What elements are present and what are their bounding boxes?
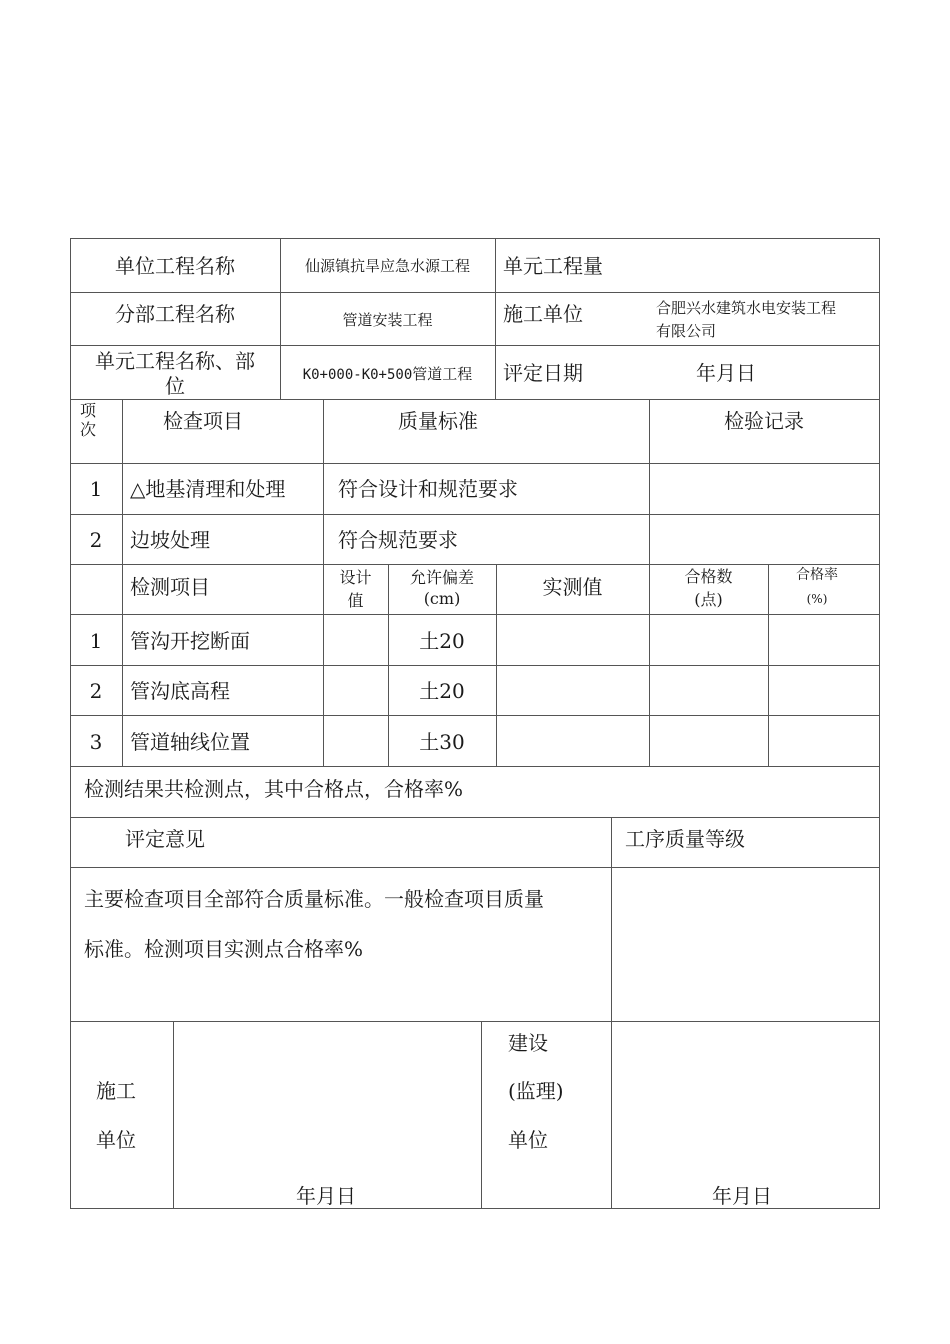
signature-owner-line2: (监理) <box>508 1079 564 1103</box>
measure-row-item: 管沟底高程 <box>130 679 230 703</box>
col-standard-header: 质量标准 <box>398 409 478 433</box>
measure-col-pass-rate-line1: 合格率 <box>796 567 838 583</box>
result-summary: 检测结果共检测点，其中合格点，合格率% <box>84 777 464 801</box>
col-divider <box>495 238 496 399</box>
measure-col-tolerance-line2: (cm) <box>423 589 461 608</box>
measure-col-pass-rate-line2: (%) <box>806 592 828 606</box>
col-divider <box>122 399 123 766</box>
inspection-row-item: 边坡处理 <box>130 528 210 552</box>
inspection-row-standard: 符合设计和规范要求 <box>338 477 518 501</box>
row-divider <box>70 399 880 400</box>
eval-date-value: 年月日 <box>696 361 756 385</box>
signature-owner-line3: 单位 <box>508 1128 548 1152</box>
row-divider <box>70 614 880 615</box>
contractor-value-line1: 合肥兴水建筑水电安装工程 <box>656 299 837 317</box>
division-label: 分部工程名称 <box>115 302 235 326</box>
measure-row-tolerance: 土30 <box>419 730 465 754</box>
contractor-value-line2: 有限公司 <box>656 322 717 340</box>
signature-contractor-date: 年月日 <box>296 1184 356 1208</box>
element-quantity-label: 单元工程量 <box>503 254 603 278</box>
col-record-header: 检验记录 <box>724 409 804 433</box>
signature-owner-line1: 建设 <box>508 1031 548 1055</box>
unit-project-label: 单位工程名称 <box>115 254 235 278</box>
measure-col-design-line1: 设计 <box>339 568 372 587</box>
row-divider <box>70 463 880 464</box>
signature-contractor-line1: 施工 <box>96 1079 136 1103</box>
signature-owner-date: 年月日 <box>712 1184 772 1208</box>
opinion-text-line2: 标准。检测项目实测点合格率% <box>84 937 364 961</box>
row-divider <box>70 665 880 666</box>
measure-col-measured: 实测值 <box>542 575 603 599</box>
row-divider <box>70 292 880 293</box>
form-border-bottom <box>70 1208 880 1209</box>
col-no-line2: 次 <box>79 420 96 439</box>
row-divider <box>70 715 880 716</box>
inspection-row-standard: 符合规范要求 <box>338 528 458 552</box>
measure-row-tolerance: 土20 <box>419 679 465 703</box>
col-no-line1: 项 <box>79 401 96 420</box>
element-name-label-line2: 位 <box>165 374 185 398</box>
grade-label: 工序质量等级 <box>625 827 745 851</box>
col-divider <box>173 1021 174 1209</box>
signature-contractor-line2: 单位 <box>96 1128 136 1152</box>
row-divider <box>70 867 880 868</box>
inspection-row-item: △地基清理和处理 <box>130 477 286 501</box>
inspection-row-no: 2 <box>89 528 103 552</box>
element-name-code: K0+000-K0+500 <box>302 367 413 383</box>
row-divider <box>70 514 880 515</box>
col-divider <box>611 817 612 1209</box>
measure-row-tolerance: 土20 <box>419 629 465 653</box>
division-value: 管道安装工程 <box>342 311 433 329</box>
measure-col-pass-count-line1: 合格数 <box>684 567 733 586</box>
form-border-top <box>70 238 880 239</box>
row-divider <box>70 564 880 565</box>
element-name-label-line1: 单元工程名称、部 <box>95 349 255 373</box>
opinion-text-line1: 主要检查项目全部符合质量标准。一般检查项目质量 <box>84 887 544 911</box>
element-name-text: 管道工程 <box>412 365 473 383</box>
eval-date-label: 评定日期 <box>503 361 583 385</box>
form-border-right <box>879 238 880 1209</box>
col-divider <box>481 1021 482 1209</box>
element-name-value <box>280 364 495 384</box>
measure-row-no: 1 <box>89 629 103 653</box>
unit-project-value: 仙源镇抗旱应急水源工程 <box>304 257 470 275</box>
measure-col-item: 检测项目 <box>130 575 210 599</box>
measure-row-item: 管道轴线位置 <box>130 730 250 754</box>
measure-row-item: 管沟开挖断面 <box>130 629 250 653</box>
measure-col-design-line2: 值 <box>347 591 364 610</box>
measure-row-no: 3 <box>89 730 103 754</box>
contractor-label: 施工单位 <box>503 302 583 326</box>
row-divider <box>70 817 880 818</box>
measure-col-tolerance-line1: 允许偏差 <box>409 568 474 587</box>
row-divider <box>70 1021 880 1022</box>
opinion-label: 评定意见 <box>125 827 205 851</box>
row-divider <box>70 766 880 767</box>
measure-row-no: 2 <box>89 679 103 703</box>
col-item-header: 检查项目 <box>163 409 243 433</box>
inspection-row-no: 1 <box>89 477 103 501</box>
measure-col-pass-count-line2: (点) <box>694 590 723 609</box>
row-divider <box>70 345 880 346</box>
